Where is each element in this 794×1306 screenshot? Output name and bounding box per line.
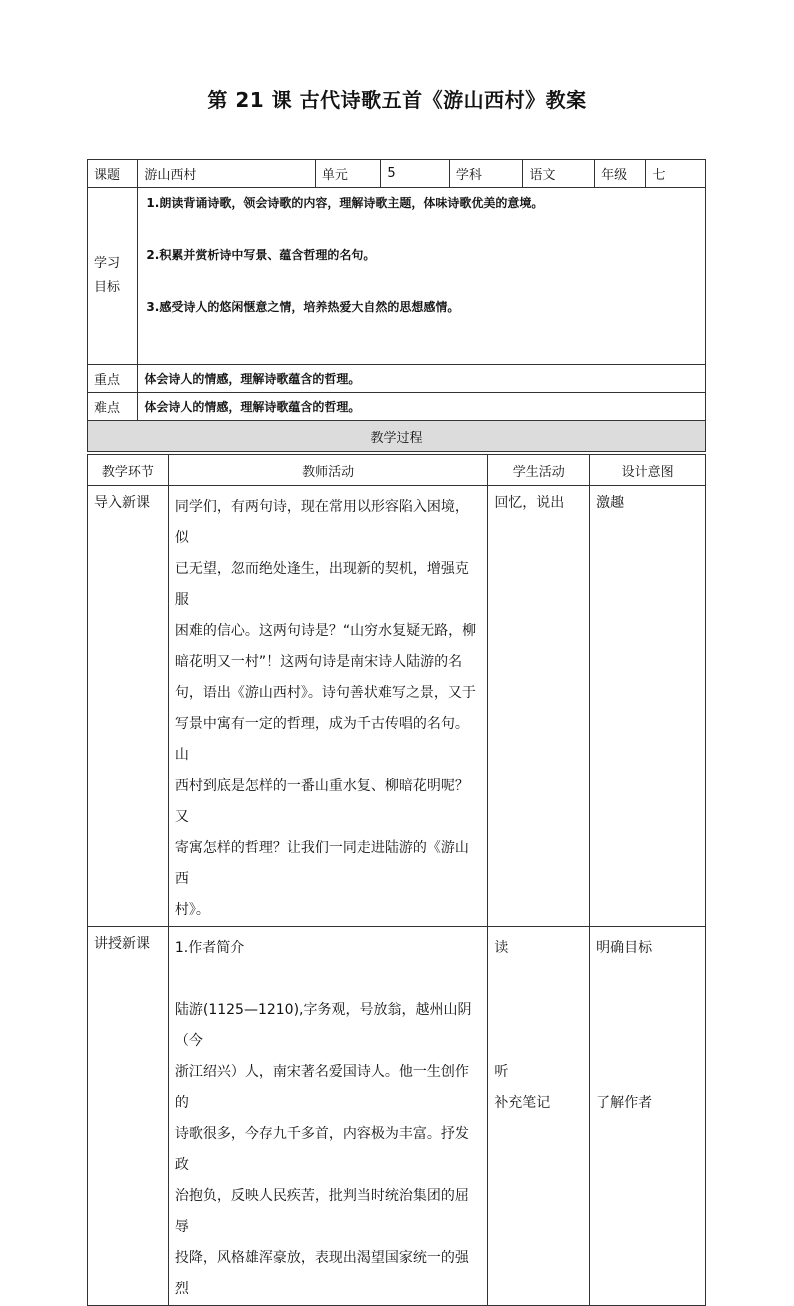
key-point-label: 重点 bbox=[88, 365, 138, 393]
teacher-activity-cell bbox=[168, 486, 487, 927]
column-header-intent: 设计意图 bbox=[590, 455, 706, 486]
process-header: 教学过程 bbox=[88, 421, 706, 452]
stage-cell: 讲授新课 bbox=[88, 927, 169, 1306]
column-header-teacher: 教师活动 bbox=[168, 455, 487, 486]
grade-value: 七 bbox=[646, 160, 706, 188]
topic-label: 课题 bbox=[88, 160, 138, 188]
teacher-line: 同学们，有两句诗，现在常用以形容陷入困境，似 bbox=[174, 499, 469, 546]
difficulty-value: 体会诗人的情感，理解诗歌蕴含的哲理。 bbox=[138, 393, 706, 421]
teacher-heading: 1.作者简介 bbox=[174, 940, 245, 956]
unit-label: 单元 bbox=[315, 160, 381, 188]
student-activity-2: 听 bbox=[494, 1064, 509, 1080]
student-activity-cell bbox=[488, 927, 590, 1306]
key-point-value: 体会诗人的情感，理解诗歌蕴含的哲理。 bbox=[138, 365, 706, 393]
stage-cell: 导入新课 bbox=[88, 486, 169, 927]
lesson-info-table bbox=[87, 159, 706, 452]
teacher-line: 句，语出《游山西村》。诗句善状难写之景，又于 bbox=[174, 685, 476, 701]
student-activity-1: 读 bbox=[494, 940, 509, 956]
teacher-line: 诗歌很多，今存九千多首，内容极为丰富。抒发政 bbox=[174, 1126, 469, 1173]
objective-item-2: 2.积累并赏析诗中写景、蕴含哲理的名句。 bbox=[146, 248, 376, 262]
teacher-activity-cell bbox=[168, 927, 487, 1306]
unit-value: 5 bbox=[381, 160, 450, 188]
design-intent-2: 了解作者 bbox=[596, 1095, 653, 1111]
design-intent-cell bbox=[590, 927, 706, 1306]
table-row bbox=[88, 927, 706, 1306]
teacher-line: 陆游(1125—1210),字务观，号放翁，越州山阴（今 bbox=[174, 1002, 472, 1049]
objectives-label-line2: 目标 bbox=[94, 280, 121, 295]
subject-value: 语文 bbox=[523, 160, 595, 188]
difficulty-label: 难点 bbox=[88, 393, 138, 421]
teacher-line: 暗花明又一村”！这两句诗是南宋诗人陆游的名 bbox=[174, 654, 463, 670]
design-intent-1: 明确目标 bbox=[596, 940, 653, 956]
column-header-student: 学生活动 bbox=[488, 455, 590, 486]
design-intent-cell: 激趣 bbox=[590, 486, 706, 927]
objectives-list bbox=[138, 188, 706, 365]
student-activity-cell: 回忆，说出 bbox=[488, 486, 590, 927]
objective-item-1: 1.朗读背诵诗歌，领会诗歌的内容，理解诗歌主题，体味诗歌优美的意境。 bbox=[146, 196, 544, 210]
teacher-line: 困难的信心。这两句诗是？“山穷水复疑无路，柳 bbox=[174, 623, 477, 639]
teacher-line: 村》。 bbox=[174, 902, 210, 918]
teacher-line: 浙江绍兴）人，南宋著名爱国诗人。他一生创作的 bbox=[174, 1064, 469, 1111]
teacher-line: 西村到底是怎样的一番山重水复、柳暗花明呢？又 bbox=[174, 778, 469, 825]
topic-value: 游山西村 bbox=[138, 160, 315, 188]
teacher-line: 寄寓怎样的哲理？让我们一同走进陆游的《游山西 bbox=[174, 840, 469, 887]
teacher-line: 已无望，忽而绝处逢生，出现新的契机，增强克服 bbox=[174, 561, 469, 608]
column-header-stage: 教学环节 bbox=[88, 455, 169, 486]
page-title: 第 21 课 古代诗歌五首《游山西村》教案 bbox=[207, 88, 587, 112]
student-activity-3: 补充笔记 bbox=[494, 1095, 551, 1111]
grade-label: 年级 bbox=[595, 160, 646, 188]
teacher-line: 写景中寓有一定的哲理，成为千古传唱的名句。山 bbox=[174, 716, 469, 763]
objectives-label-line1: 学习 bbox=[94, 256, 121, 271]
subject-label: 学科 bbox=[449, 160, 523, 188]
table-row bbox=[88, 486, 706, 927]
objective-item-3: 3.感受诗人的悠闲惬意之情，培养热爱大自然的思想感情。 bbox=[146, 300, 460, 314]
teacher-line: 投降，风格雄浑豪放，表现出渴望国家统一的强烈 bbox=[174, 1250, 469, 1297]
process-table bbox=[87, 454, 706, 1306]
teacher-line: 治抱负，反映人民疾苦，批判当时统治集团的屈辱 bbox=[174, 1188, 469, 1235]
objectives-label bbox=[88, 188, 138, 365]
